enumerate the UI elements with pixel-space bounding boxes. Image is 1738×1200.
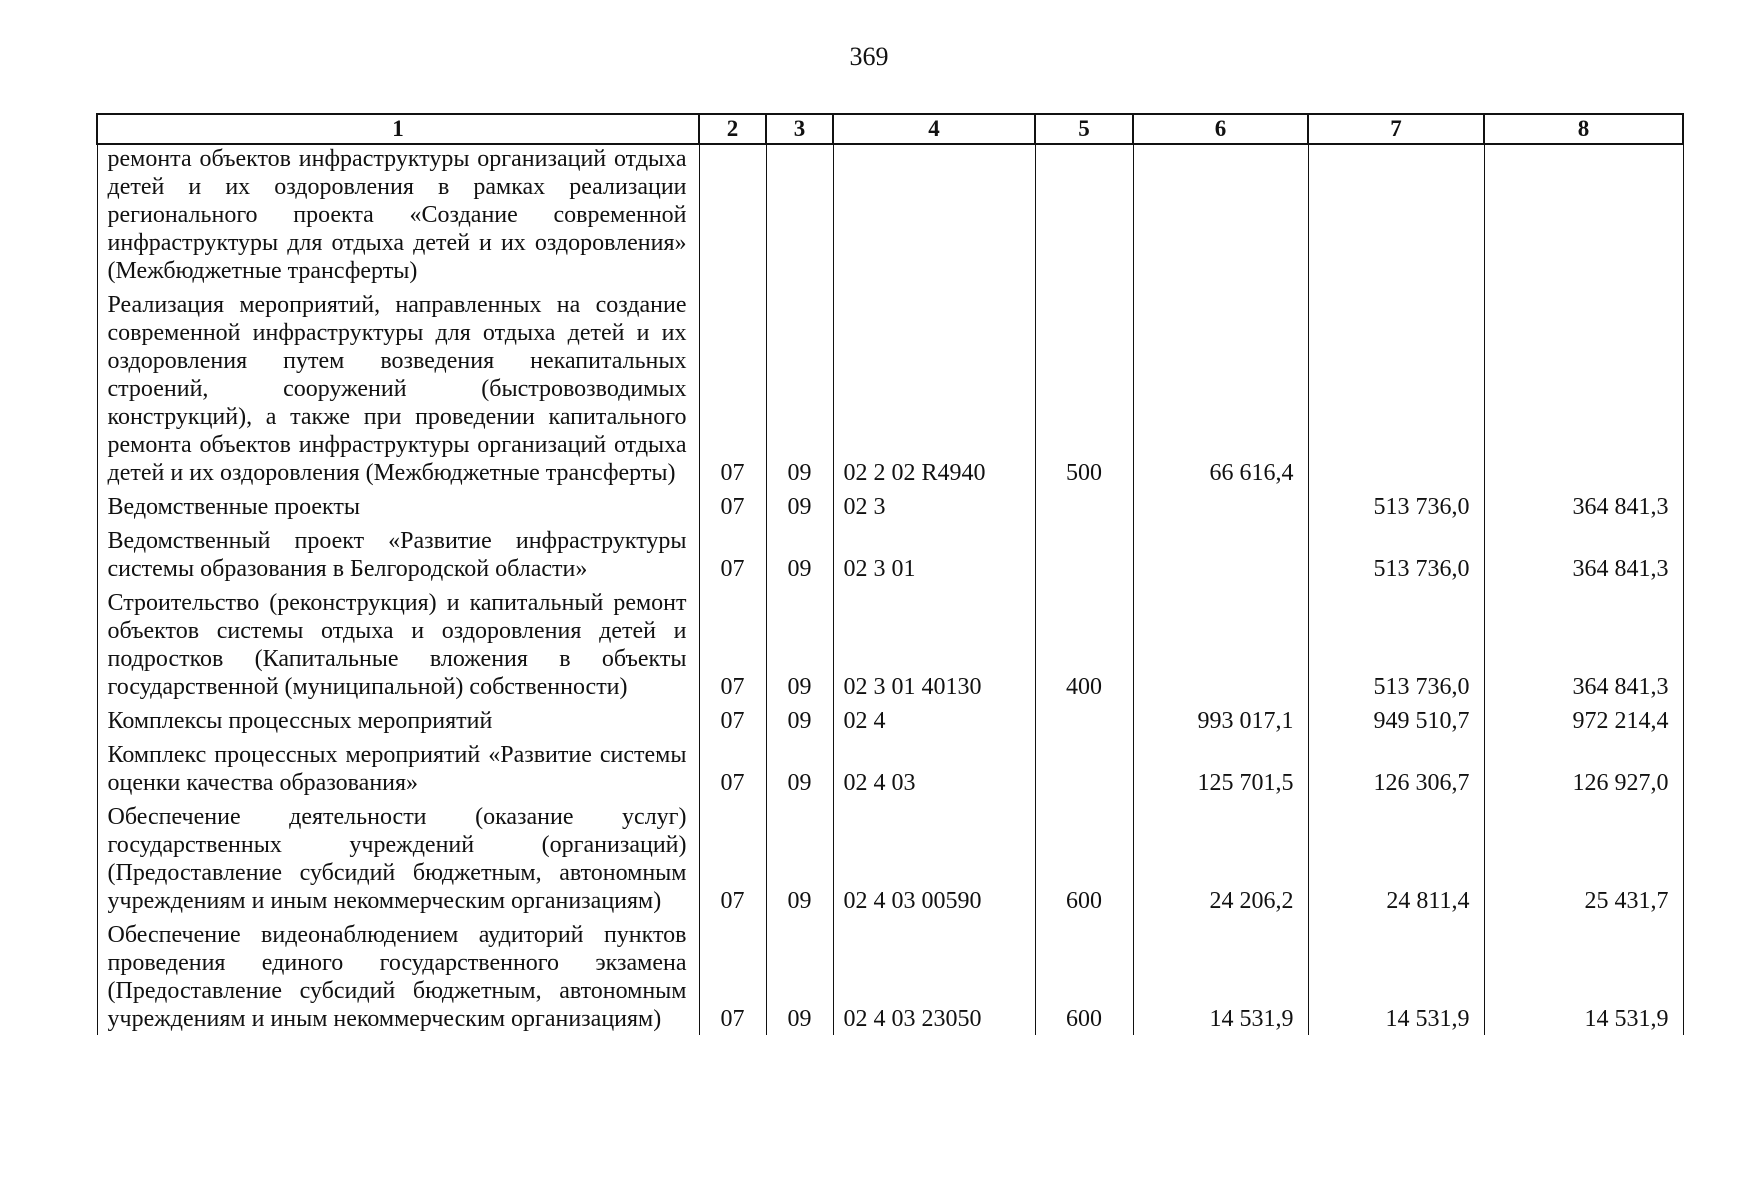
row-subsection: 09 bbox=[766, 703, 833, 737]
row-amount-7: 513 736,0 bbox=[1308, 585, 1484, 703]
row-section: 07 bbox=[699, 737, 766, 799]
row-description: Строительство (реконструкция) и капитальный ремонт объектов системы отдыха и оздоровления детей и подростков (Капитальные вложения в объекты государственной (муниципальной) собственности) bbox=[97, 585, 699, 703]
table-row bbox=[97, 737, 1683, 799]
row-target-code: 02 3 01 40130 bbox=[833, 585, 1035, 703]
row-expense-type bbox=[1035, 523, 1133, 585]
row-target-code: 02 4 03 23050 bbox=[833, 917, 1035, 1035]
row-subsection: 09 bbox=[766, 523, 833, 585]
row-expense-type: 500 bbox=[1035, 287, 1133, 489]
row-amount-6 bbox=[1133, 585, 1308, 703]
column-header-5: 5 bbox=[1035, 114, 1133, 144]
row-amount-6: 24 206,2 bbox=[1133, 799, 1308, 917]
table-row bbox=[97, 703, 1683, 737]
row-amount-6: 993 017,1 bbox=[1133, 703, 1308, 737]
row-subsection: 09 bbox=[766, 489, 833, 523]
table-row bbox=[97, 799, 1683, 917]
row-section: 07 bbox=[699, 917, 766, 1035]
table-row bbox=[97, 489, 1683, 523]
row-amount-8: 364 841,3 bbox=[1484, 489, 1683, 523]
row-amount-8: 364 841,3 bbox=[1484, 585, 1683, 703]
row-section: 07 bbox=[699, 585, 766, 703]
row-amount-8: 126 927,0 bbox=[1484, 737, 1683, 799]
row-target-code: 02 4 03 00590 bbox=[833, 799, 1035, 917]
table-row bbox=[97, 523, 1683, 585]
table-row bbox=[97, 287, 1683, 489]
row-amount-7: 24 811,4 bbox=[1308, 799, 1484, 917]
row-expense-type bbox=[1035, 144, 1133, 287]
row-amount-8 bbox=[1484, 144, 1683, 287]
row-amount-7: 949 510,7 bbox=[1308, 703, 1484, 737]
row-amount-8: 364 841,3 bbox=[1484, 523, 1683, 585]
row-description: Обеспечение деятельности (оказание услуг) государственных учреждений (организаций) (Предоставление субсидий бюджетным, автономным учреждениям и иным некоммерческим организациям) bbox=[97, 799, 699, 917]
row-subsection bbox=[766, 144, 833, 287]
row-target-code: 02 4 bbox=[833, 703, 1035, 737]
row-target-code: 02 3 bbox=[833, 489, 1035, 523]
row-expense-type bbox=[1035, 737, 1133, 799]
row-expense-type: 400 bbox=[1035, 585, 1133, 703]
row-amount-6 bbox=[1133, 144, 1308, 287]
table-row bbox=[97, 917, 1683, 1035]
row-amount-6 bbox=[1133, 523, 1308, 585]
row-expense-type bbox=[1035, 489, 1133, 523]
row-amount-7: 126 306,7 bbox=[1308, 737, 1484, 799]
column-header-2: 2 bbox=[699, 114, 766, 144]
row-target-code: 02 2 02 R4940 bbox=[833, 287, 1035, 489]
row-subsection: 09 bbox=[766, 287, 833, 489]
row-amount-6: 14 531,9 bbox=[1133, 917, 1308, 1035]
row-section: 07 bbox=[699, 489, 766, 523]
table-row bbox=[97, 585, 1683, 703]
row-description: Ведомственные проекты bbox=[97, 489, 699, 523]
row-expense-type bbox=[1035, 703, 1133, 737]
header-row bbox=[97, 114, 1683, 144]
row-section: 07 bbox=[699, 703, 766, 737]
column-header-7: 7 bbox=[1308, 114, 1484, 144]
row-description: Обеспечение видеонаблюдением аудиторий пунктов проведения единого государственного экзамена (Предоставление субсидий бюджетным, автономным учреждениям и иным некоммерческим организациям) bbox=[97, 917, 699, 1035]
row-description: Комплекс процессных мероприятий «Развитие системы оценки качества образования» bbox=[97, 737, 699, 799]
column-header-6: 6 bbox=[1133, 114, 1308, 144]
column-header-3: 3 bbox=[766, 114, 833, 144]
row-target-code bbox=[833, 144, 1035, 287]
table-row bbox=[97, 144, 1683, 287]
row-expense-type: 600 bbox=[1035, 917, 1133, 1035]
column-header-4: 4 bbox=[833, 114, 1035, 144]
row-section: 07 bbox=[699, 799, 766, 917]
row-amount-6 bbox=[1133, 489, 1308, 523]
row-subsection: 09 bbox=[766, 799, 833, 917]
budget-table bbox=[96, 113, 1684, 1035]
row-section bbox=[699, 144, 766, 287]
row-expense-type: 600 bbox=[1035, 799, 1133, 917]
row-subsection: 09 bbox=[766, 917, 833, 1035]
row-amount-7: 513 736,0 bbox=[1308, 489, 1484, 523]
row-description: Ведомственный проект «Развитие инфраструктуры системы образования в Белгородской области» bbox=[97, 523, 699, 585]
row-amount-6: 66 616,4 bbox=[1133, 287, 1308, 489]
row-target-code: 02 4 03 bbox=[833, 737, 1035, 799]
row-description: Комплексы процессных мероприятий bbox=[97, 703, 699, 737]
row-amount-7 bbox=[1308, 144, 1484, 287]
row-amount-7 bbox=[1308, 287, 1484, 489]
row-target-code: 02 3 01 bbox=[833, 523, 1035, 585]
row-amount-8: 14 531,9 bbox=[1484, 917, 1683, 1035]
row-amount-7: 513 736,0 bbox=[1308, 523, 1484, 585]
row-subsection: 09 bbox=[766, 585, 833, 703]
row-amount-8 bbox=[1484, 287, 1683, 489]
row-description: ремонта объектов инфраструктуры организаций отдыха детей и их оздоровления в рамках реализации регионального проекта «Создание современной инфраструктуры для отдыха детей и их оздоровления» (Межбюджетные трансферты) bbox=[97, 144, 699, 287]
row-amount-6: 125 701,5 bbox=[1133, 737, 1308, 799]
row-description: Реализация мероприятий, направленных на создание современной инфраструктуры для отдыха детей и их оздоровления путем возведения некапитальных строений, сооружений (быстровозводимых конструкций), а также при проведении капитального ремонта объектов инфраструктуры организаций отдыха детей и их оздоровления (Межбюджетные трансферты) bbox=[97, 287, 699, 489]
row-amount-7: 14 531,9 bbox=[1308, 917, 1484, 1035]
row-section: 07 bbox=[699, 523, 766, 585]
row-amount-8: 25 431,7 bbox=[1484, 799, 1683, 917]
column-header-8: 8 bbox=[1484, 114, 1683, 144]
row-section: 07 bbox=[699, 287, 766, 489]
row-subsection: 09 bbox=[766, 737, 833, 799]
row-amount-8: 972 214,4 bbox=[1484, 703, 1683, 737]
page-number: 369 bbox=[849, 42, 889, 71]
column-header-1: 1 bbox=[97, 114, 699, 144]
